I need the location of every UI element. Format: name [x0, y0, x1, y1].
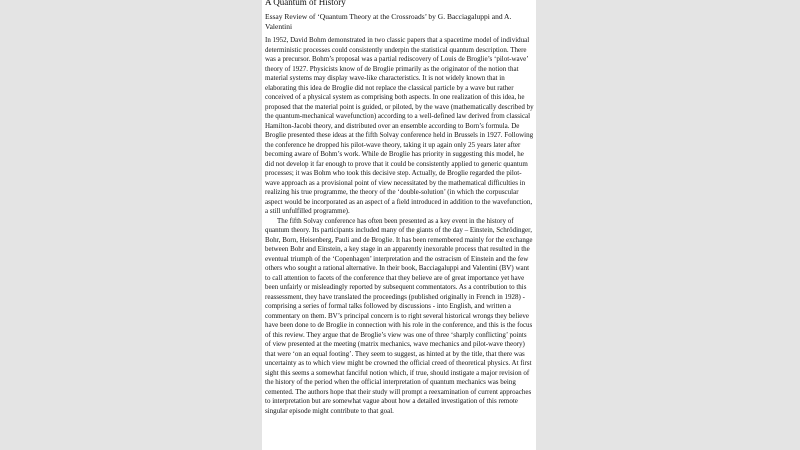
- document-body: [265, 0, 534, 416]
- document-title: A Quantum of History: [265, 0, 346, 7]
- document-page: [262, 0, 536, 450]
- document-subtitle: Essay Review of ‘Quantum Theory at the Crossroads’ by G. Bacciagaluppi and A. Valentini: [265, 12, 512, 31]
- paragraph-2: The fifth Solvay conference has often been presented as a key event in the history of quantum theory. Its participants included many of the giants of the day – Einstein, Schrödinger, Bohr, Born, Heisenberg, Pauli and de Broglie. It has been remembered mainly for the exchange between Bohr and Einstein, a key stage in an apparently inexorable process that resulted in the eventual triumph of the ‘Copenhagen’ interpretation and the ostracism of Einstein and the few others who sought a rational alternative. In their book, Bacciagaluppi and Valentini (BV) want to call attention to facets of the conference that they believe are of great importance yet have been unfairly or misleadingly reported by subsequent commentators. As a contribution to this reassessment, they have translated the proceedings (published originally in French in 1928) - comprising a series of formal talks followed by discussions - into English, and written a commentary on them. BV’s principal concern is to right several historical wrongs they believe have been done to de Broglie in connection with his role in the conference, and this is the focus of this review. They argue that de Broglie’s view was one of three ‘sharply conflicting’ points of view presented at the meeting (matrix mechanics, wave mechanics and pilot-wave theory) that were ‘on an equal footing’. They seem to suggest, as hinted at by the title, that there was uncertainty as to which view might be crowned the official creed of theoretical physics. At first sight this seems a somewhat fanciful notion which, if true, should instigate a major revision of the history of the period when the official interpretation of quantum mechanics was being cemented. The authors hope that their study will prompt a reexamination of current approaches to interpretation but are somewhat vague about how a detailed investigation of this remote singular episode might contribute to that goal.: [265, 216, 533, 415]
- paragraph-1: In 1952, David Bohm demonstrated in two classic papers that a spacetime model of individual deterministic processes could consistently underpin the statistical quantum description. There was a precursor. Bohm’s proposal was a partial rediscovery of Louis de Broglie’s ‘pilot-wave’ theory of 1927. Physicists know of de Broglie primarily as the originator of the notion that material systems may display wave-like characteristics. It is not widely known that in elaborating this idea de Broglie did not replace the classical particle by a wave but rather conceived of a physical system as comprising both aspects. In one realization of this idea, he proposed that the material point is guided, or piloted, by the wave (mathematically described by the quantum-mechanical wavefunction) according to a well-defined law derived from classical Hamilton-Jacobi theory, and distributed over an ensemble according to Born’s formula. De Broglie presented these ideas at the fifth Solvay conference held in Brussels in 1927. Following the conference he dropped his pilot-wave theory, taking it up again only 25 years later after becoming aware of Bohm’s work. While de Broglie has priority in suggesting this model, he did not develop it far enough to prove that it could be consistently applied to generic quantum processes; it was Bohm who took this decisive step. Actually, de Broglie regarded the pilot-wave approach as a provisional point of view necessitated by the mathematical difficulties in realizing his true programme, the theory of the ‘double-solution’ (in which the corpuscular aspect would be incorporated as an aspect of a field introduced in addition to the wavefunction, a still unfulfilled programme).: [265, 36, 534, 216]
